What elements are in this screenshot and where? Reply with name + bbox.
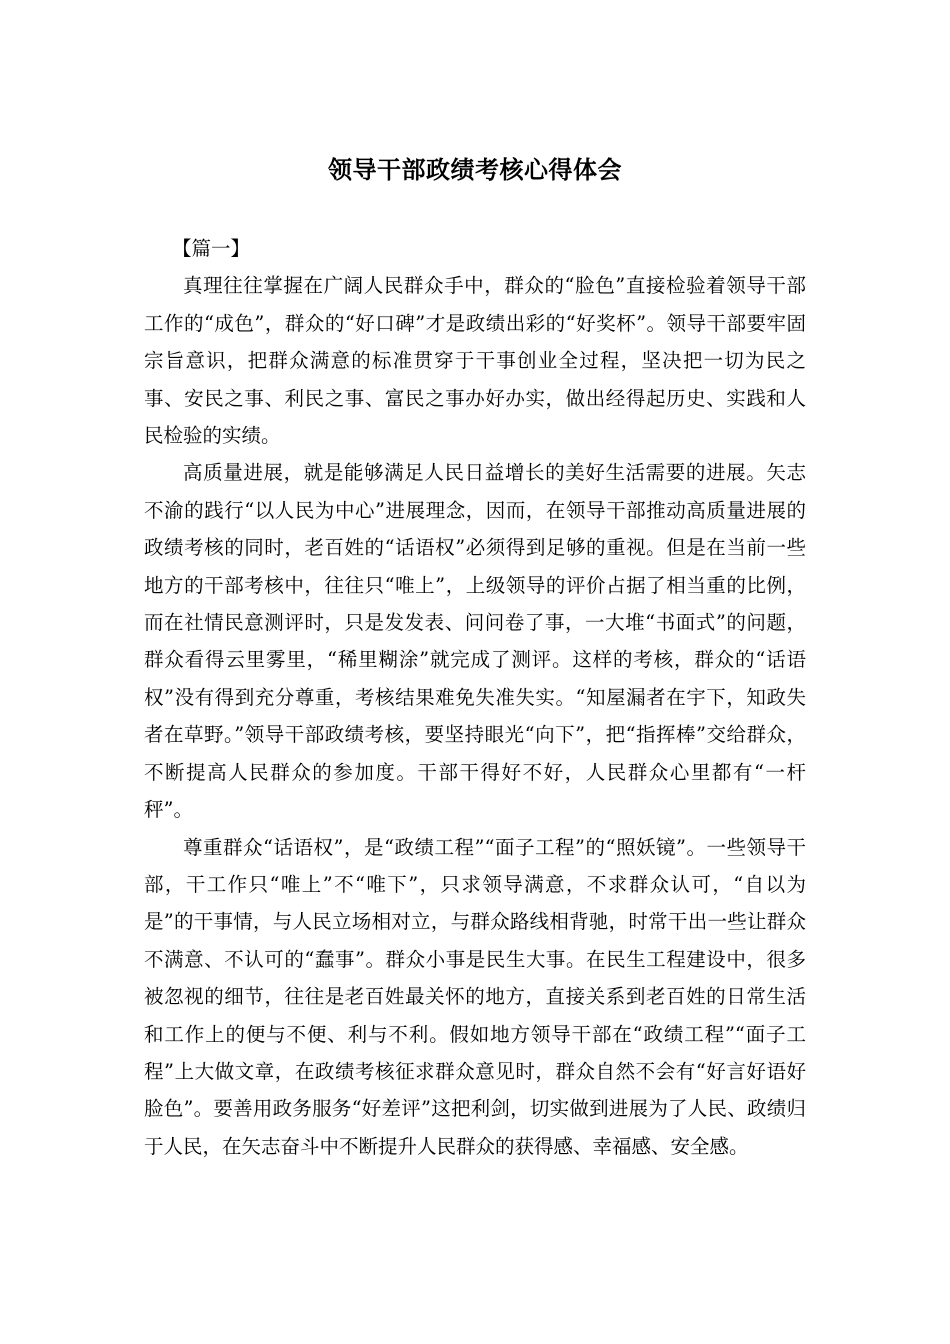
paragraph-1: 真理往往掌握在广阔人民群众手中，群众的“脸色”直接检验着领导干部工作的“成色”，群众的“好口碑”才是政绩出彩的“好奖杯”。领导干部要牢固宗旨意识，把群众满意的标准贯穿于干事创业全过程，坚决把一切为民之事、安民之事、利民之事、富民之事办好办实，做出经得起历史、实践和人民检验的实绩。 [144, 274, 806, 448]
paragraph-2: 高质量进展，就是能够满足人民日益增长的美好生活需要的进展。矢志不渝的践行“以人民为中心”进展理念，因而，在领导干部推动高质量进展的政绩考核的同时，老百姓的“话语权”必须得到足够的重视。但是在当前一些地方的干部考核中，往往只“唯上”，上级领导的评价占据了相当重的比例，而在社情民意测评时，只是发发表、问问卷了事，一大堆“书面式”的问题，群众看得云里雾里，“稀里糊涂”就完成了测评。这样的考核，群众的“话语权”没有得到充分尊重，考核结果难免失准失实。“知屋漏者在宇下，知政失者在草野。”领导干部政绩考核，要坚持眼光“向下”，把“指挥棒”交给群众，不断提高人民群众的参加度。干部干得好不好，人民群众心里都有“一杆秤”。 [144, 461, 806, 822]
document-title: 领导干部政绩考核心得体会 [328, 155, 622, 184]
section-label: 【篇一】 [172, 237, 251, 260]
document-body [144, 230, 806, 1165]
paragraph-3: 尊重群众“话语权”，是“政绩工程”“面子工程”的“照妖镜”。一些领导干部，干工作只“唯上”不“唯下”，只求领导满意，不求群众认可，“自以为是”的干事情，与人民立场相对立，与群众路线相背驰，时常干出一些让群众不满意、不认可的“蠢事”。群众小事是民生大事。在民生工程建设中，很多被忽视的细节，往往是老百姓最关怀的地方，直接关系到老百姓的日常生活和工作上的便与不便、利与不利。假如地方领导干部在“政绩工程”“面子工程”上大做文章，在政绩考核征求群众意见时，群众自然不会有“好言好语好脸色”。要善用政务服务“好差评”这把利剑，切实做到进展为了人民、政绩归于人民，在矢志奋斗中不断提升人民群众的获得感、幸福感、安全感。 [144, 835, 806, 1158]
